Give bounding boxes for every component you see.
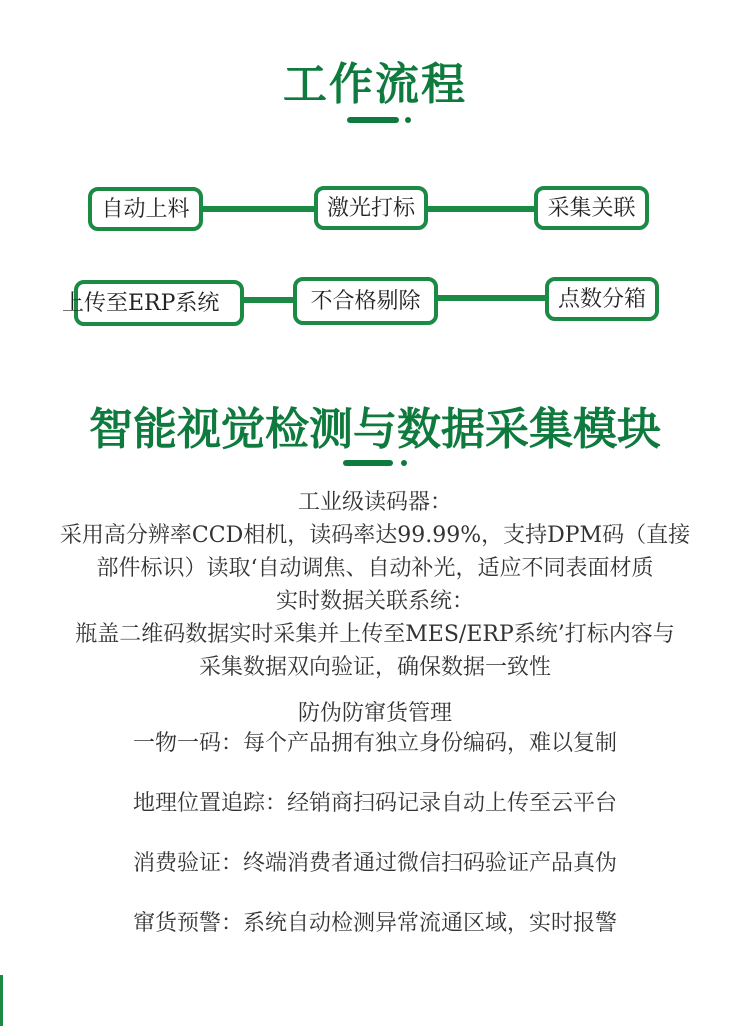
reader-line: 部件标识）读取‘自动调焦、自动补光，适应不同表面材质 [96, 556, 654, 581]
reader-heading: 工业级读码器： [297, 490, 452, 515]
workflow-step-upload-erp [62, 280, 244, 326]
reader-line: 采用高分辨率CCD相机，读码率达99.99%，支持DPM码（直接 [59, 523, 691, 548]
module-title: 智能视觉检测与数据采集模块 [89, 404, 661, 455]
flow-connector [240, 297, 296, 303]
page-edge-accent [0, 975, 3, 1026]
workflow-step-label: 上传至ERP系统 [62, 291, 220, 316]
module-description [0, 486, 750, 684]
workflow-step-auto-feed [88, 187, 203, 231]
list-item: 地理位置追踪：经销商扫码记录自动上传至云平台 [132, 791, 617, 816]
workflow-step-label: 自动上料 [101, 197, 190, 222]
workflow-step-label: 激光打标 [326, 196, 415, 221]
flow-connector [424, 206, 540, 212]
realtime-line: 采集数据双向验证，确保数据一致性 [198, 655, 551, 680]
anti-counterfeit-heading: 防伪防窜货管理 [297, 701, 452, 726]
workflow-step-label: 采集关联 [547, 196, 636, 221]
workflow-title-divider [347, 117, 413, 123]
anti-counterfeit-list [0, 727, 750, 967]
list-item: 消费验证：终端消费者通过微信扫码验证产品真伪 [132, 851, 617, 876]
workflow-step-reject-defect [293, 277, 438, 325]
workflow-step-laser-marking [314, 186, 428, 230]
anti-counterfeit-heading-block [0, 697, 750, 730]
flow-connector [434, 295, 550, 301]
flow-connector [200, 206, 318, 212]
workflow-step-label: 不合格剔除 [310, 289, 421, 314]
realtime-heading: 实时数据关联系统： [275, 589, 474, 614]
workflow-step-collect-link [534, 186, 649, 230]
workflow-title: 工作流程 [283, 59, 467, 110]
module-title-divider [343, 460, 409, 466]
list-item: 窜货预警：系统自动检测异常流通区域，实时报警 [132, 911, 617, 936]
workflow-step-count-box [545, 277, 659, 321]
realtime-line: 瓶盖二维码数据实时采集并上传至MES/ERP系统’打标内容与 [75, 622, 675, 647]
workflow-step-label: 点数分箱 [557, 287, 646, 312]
list-item: 一物一码：每个产品拥有独立身份编码，难以复制 [132, 731, 617, 756]
